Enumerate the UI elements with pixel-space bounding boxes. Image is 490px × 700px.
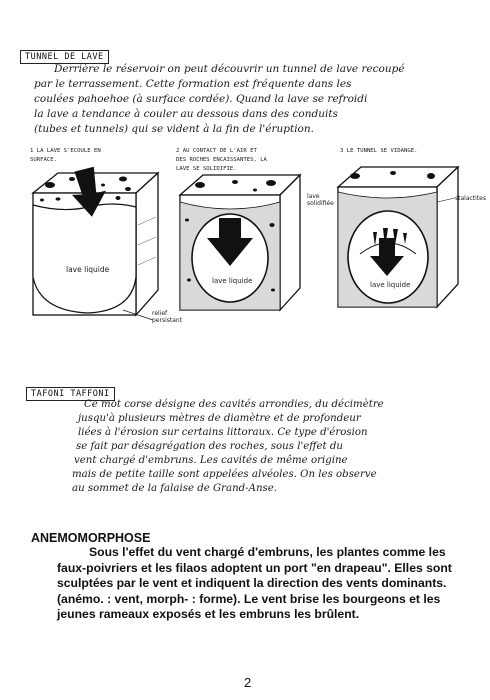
text-line: liées à l'érosion sur certains littoraux. Ce type d'érosion [78, 427, 368, 438]
text-line: Sous l'effet du vent chargé d'embruns, les plantes comme les [89, 545, 446, 559]
diagram-2-caption: 2 AU CONTACT DE L'AIR ET DES ROCHES ENCAISSANTES, LA LAVE SE SOLIDIFIE. [176, 148, 267, 172]
text-line: jusqu'à plusieurs mètres de diamètre et de profondeur [78, 413, 361, 424]
diagram-2-lave-solidifiee-label: lave solidifiée [307, 193, 334, 207]
text-line: coulées pahoehoe (à surface cordée). Quand la lave se refroidi [34, 93, 368, 105]
tunnel-de-lave-title: TUNNEL DE LAVE [20, 50, 109, 64]
diagram-1-relief-label: relief persistant [152, 310, 183, 324]
text-line: la lave a tendance à couler au dessous dans des conduits [34, 108, 338, 120]
text-line: jeunes rameaux exposés et les embruns les brûlent. [57, 607, 360, 621]
text-line: Ce mot corse désigne des cavités arrondies, du décimètre [84, 399, 384, 410]
diagram-1-caption: 1 LA LAVE S'ECOULE EN SURFACE. [30, 148, 101, 163]
text-line: (tubes et tunnels) qui se vident à la fin de l'éruption. [34, 123, 314, 135]
tafoni-title: TAFONI TAFFONI [26, 387, 115, 401]
text-line: faux-poivriers et les filaos adoptent un port "en drapeau". Elles sont [57, 560, 452, 575]
diagram-3-lave-liquide-label: lave liquide [370, 281, 411, 289]
text-line: mais de petite taille sont appelées alvéoles. On les observe [72, 469, 377, 480]
anemomorphose-text [31, 545, 471, 623]
diagram-1-lave-liquide-label: lave liquide [66, 265, 110, 274]
text-line: sculptées par le vent et indiquent la direction des vents dominants. [57, 576, 447, 590]
diagram-3-tunnel-drains [333, 162, 463, 317]
text-line: Derrière le réservoir on peut découvrir un tunnel de lave recoupé [54, 63, 405, 75]
diagram-3-caption: 3 LE TUNNEL SE VIDANGE. [340, 148, 418, 154]
diagram-3-stalactites-label: stalactites [455, 195, 486, 202]
page-number: 2 [244, 675, 252, 690]
tafoni-text [36, 398, 476, 496]
diagram-2-lava-solidifies [175, 170, 305, 320]
diagram-1-lava-surface-flow [28, 165, 163, 330]
anemomorphose-title: ANEMOMORPHOSE [31, 531, 151, 545]
text-line: vent chargé d'embruns. Les cavités de même origine [74, 455, 348, 466]
text-line: se fait par désagrégation des roches, sous l'effet du [76, 441, 343, 452]
diagram-2-lave-liquide-label: lave liquide [212, 277, 253, 285]
text-line: (anémo. : vent, morph- : forme). Le vent brise les bourgeons et les [57, 591, 441, 606]
tunnel-de-lave-text [34, 62, 474, 137]
text-line: par le terrassement. Cette formation est fréquente dans les [34, 78, 352, 90]
text-line: au sommet de la falaise de Grand-Anse. [72, 483, 278, 494]
